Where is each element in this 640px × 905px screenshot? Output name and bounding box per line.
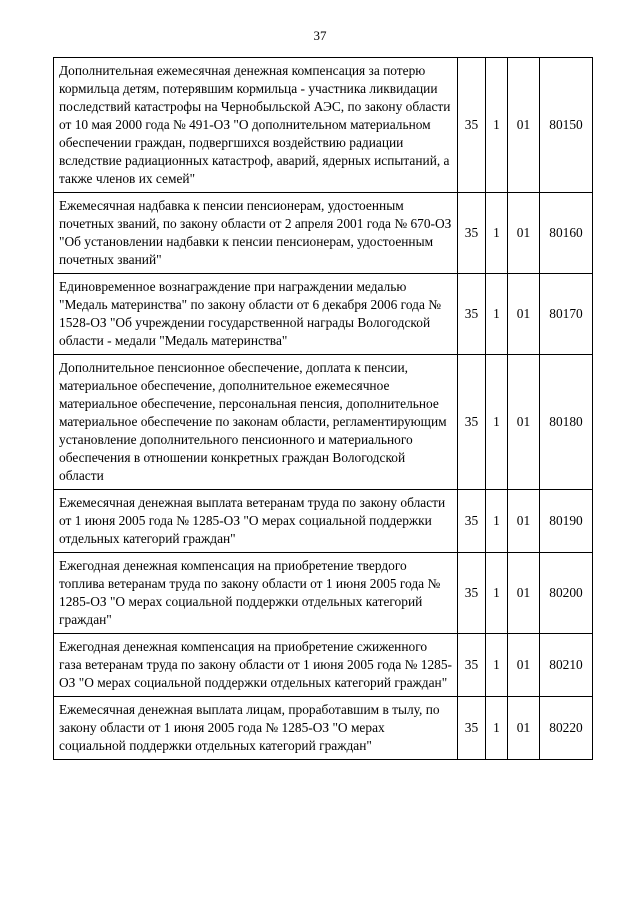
row-description: Ежемесячная денежная выплата лицам, проработавшим в тылу, по закону области от 1 июня 2005 года № 1285-ОЗ "О мерах социальной поддержки отдельных категорий граждан" bbox=[54, 697, 458, 760]
main-event-code: 01 bbox=[508, 274, 540, 355]
program-code: 35 bbox=[458, 355, 486, 490]
subprogram-code: 1 bbox=[486, 634, 508, 697]
row-description: Ежемесячная денежная выплата ветеранам труда по закону области от 1 июня 2005 года № 1285-ОЗ "О мерах социальной поддержки отдельных категорий граждан" bbox=[54, 490, 458, 553]
table-row bbox=[54, 58, 593, 193]
direction-code: 80150 bbox=[540, 58, 593, 193]
program-code: 35 bbox=[458, 634, 486, 697]
direction-code: 80220 bbox=[540, 697, 593, 760]
row-description: Дополнительная ежемесячная денежная компенсация за потерю кормильца детям, потерявшим кормильца - участника ликвидации последствий катастрофы на Чернобыльской АЭС, по закону области от 10 мая 2000 года № 491-ОЗ "О дополнительном материальном обеспечении граждан, подвергшихся воздействию радиации вследствие радиационных катастроф, аварий, ядерных испытаний, а также членов их семей" bbox=[54, 58, 458, 193]
direction-code: 80210 bbox=[540, 634, 593, 697]
direction-code: 80180 bbox=[540, 355, 593, 490]
table-row bbox=[54, 193, 593, 274]
subprogram-code: 1 bbox=[486, 274, 508, 355]
row-description: Ежемесячная надбавка к пенсии пенсионерам, удостоенным почетных званий, по закону области от 2 апреля 2001 года № 670-ОЗ "Об установлении надбавки к пенсии пенсионерам, удостоенным почетных званий" bbox=[54, 193, 458, 274]
table-row bbox=[54, 697, 593, 760]
main-event-code: 01 bbox=[508, 355, 540, 490]
main-event-code: 01 bbox=[508, 58, 540, 193]
budget-classification-table bbox=[53, 57, 593, 760]
direction-code: 80200 bbox=[540, 553, 593, 634]
direction-code: 80170 bbox=[540, 274, 593, 355]
row-description: Единовременное вознаграждение при награждении медалью "Медаль материнства" по закону области от 6 декабря 2006 года № 1528-ОЗ "Об учреждении государственной награды Вологодской области - медали "Медаль материнства" bbox=[54, 274, 458, 355]
subprogram-code: 1 bbox=[486, 355, 508, 490]
program-code: 35 bbox=[458, 274, 486, 355]
main-event-code: 01 bbox=[508, 553, 540, 634]
table-row bbox=[54, 634, 593, 697]
subprogram-code: 1 bbox=[486, 193, 508, 274]
table-row bbox=[54, 553, 593, 634]
program-code: 35 bbox=[458, 58, 486, 193]
program-code: 35 bbox=[458, 193, 486, 274]
row-description: Ежегодная денежная компенсация на приобретение сжиженного газа ветеранам труда по закону области от 1 июня 2005 года № 1285-ОЗ "О мерах социальной поддержки отдельных категорий граждан" bbox=[54, 634, 458, 697]
program-code: 35 bbox=[458, 553, 486, 634]
main-event-code: 01 bbox=[508, 193, 540, 274]
direction-code: 80190 bbox=[540, 490, 593, 553]
subprogram-code: 1 bbox=[486, 490, 508, 553]
table-row bbox=[54, 355, 593, 490]
page-number: 37 bbox=[313, 28, 327, 43]
direction-code: 80160 bbox=[540, 193, 593, 274]
main-event-code: 01 bbox=[508, 634, 540, 697]
table-row bbox=[54, 274, 593, 355]
main-event-code: 01 bbox=[508, 490, 540, 553]
row-description: Дополнительное пенсионное обеспечение, доплата к пенсии, материальное обеспечение, дополнительное ежемесячное материальное обеспечение, персональная пенсия, дополнительное материальное обеспечение по законам области, регламентирующим установление дополнительного пенсионного и материального обеспечения в отношении конкретных граждан Вологодской области bbox=[54, 355, 458, 490]
row-description: Ежегодная денежная компенсация на приобретение твердого топлива ветеранам труда по закону области от 1 июня 2005 года № 1285-ОЗ "О мерах социальной поддержки отдельных категорий граждан" bbox=[54, 553, 458, 634]
subprogram-code: 1 bbox=[486, 553, 508, 634]
table-row bbox=[54, 490, 593, 553]
subprogram-code: 1 bbox=[486, 58, 508, 193]
subprogram-code: 1 bbox=[486, 697, 508, 760]
program-code: 35 bbox=[458, 490, 486, 553]
main-event-code: 01 bbox=[508, 697, 540, 760]
program-code: 35 bbox=[458, 697, 486, 760]
